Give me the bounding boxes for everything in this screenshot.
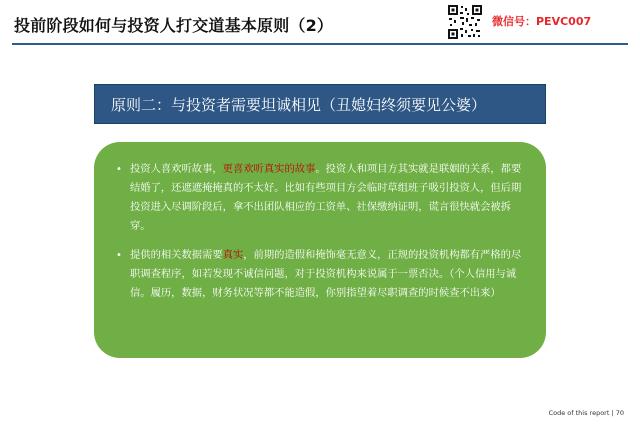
bullet-text-before: 投资人喜欢听故事，	[130, 163, 223, 175]
page-title: 投前阶段如何与投资人打交道基本原则（2）	[14, 16, 334, 35]
qr-code-icon	[447, 4, 483, 40]
bullet-dot-icon: •	[116, 250, 122, 261]
content-card	[94, 142, 546, 358]
bullet-item	[114, 160, 526, 236]
wechat-id-label: 微信号：PEVC007	[492, 15, 592, 28]
page-footer: Code of this report | 70	[548, 409, 624, 417]
bullet-dot-icon: •	[116, 164, 122, 175]
bullet-text-after: ，前期的造假和掩饰毫无意义，正规的投资机构都有严格的尽职调查程序，如若发现不诚信问题，对于投资机构来说属于一票否决。（个人信用与诚信。履历，数据，财务状况等都不能造假，你别指望着尽职调查的时候查不出来）	[130, 249, 522, 299]
bullet-item	[114, 246, 526, 303]
title-divider	[12, 43, 628, 45]
bullet-text-before: 提供的相关数据需要	[130, 249, 223, 261]
principle-banner	[94, 84, 546, 124]
bullet-highlight: 更喜欢听真实的故事	[222, 163, 316, 175]
principle-heading: 原则二：与投资者需要坦诚相见（丑媳妇终须要见公婆）	[111, 95, 487, 114]
bullet-highlight: 真实	[222, 249, 244, 261]
bullet-text-after: 。投资人和项目方其实就是联姻的关系，都要结婚了，还遮遮掩掩真的不太好。比如有些项目方会临时草组班子吸引投资人，但后期投资进入尽调阶段后，拿不出团队相应的工资单、社保缴纳证明，谎言很快就会被拆穿。	[130, 163, 522, 232]
